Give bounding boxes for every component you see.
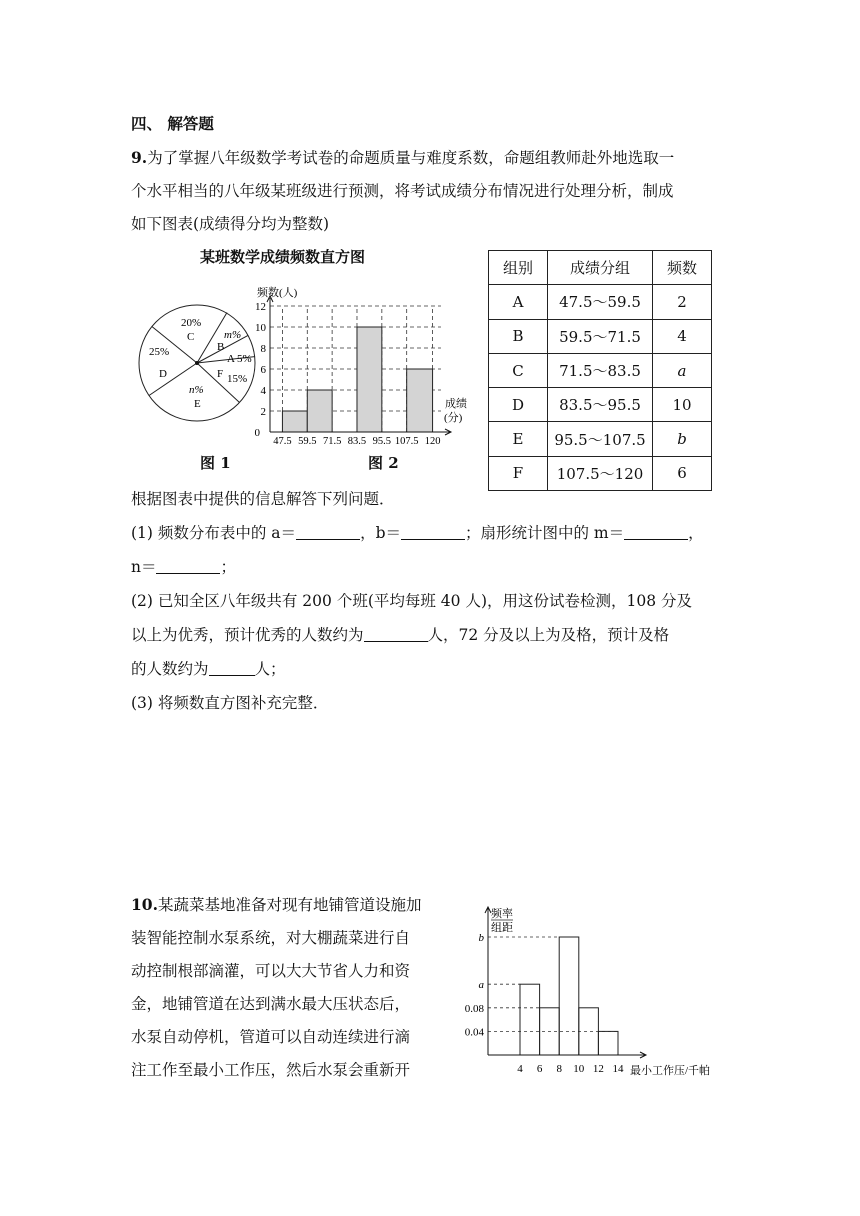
q9-line-1 [131, 146, 674, 168]
table-cell: 10 [653, 388, 712, 422]
hist2-ytick-label: 0.04 [464, 1026, 484, 1039]
hist2-ylabel-bottom: 组距 [491, 922, 513, 934]
hist2-xtick-label: 4 [517, 1063, 523, 1075]
hist1-ytick-label: 6 [260, 364, 266, 376]
part2-text-c: 人，72 分及以上为及格，预计及格 [427, 626, 670, 644]
table-cell: 95.5～107.5 [548, 422, 653, 456]
table-cell: 2 [653, 285, 712, 319]
table-row [489, 388, 712, 422]
hist1-xlabel-2: (分) [444, 412, 463, 424]
hist2-xtick-label: 10 [573, 1063, 585, 1075]
table-cell: 59.5～71.5 [548, 319, 653, 353]
pie-a-pct: 5% [237, 353, 252, 365]
part2-text-d: 的人数约为 [131, 660, 209, 678]
frequency-table [488, 250, 712, 491]
pie-chart [137, 300, 257, 430]
hist2-xlabel: 最小工作压/千帕 [630, 1065, 711, 1077]
q10-line-3: 动控制根部滴灌，可以大大节省人力和资 [131, 962, 411, 980]
table-cell: b [653, 422, 712, 456]
answer-blank-pass[interactable] [209, 674, 255, 676]
q10-line-5: 水泵自动停机，管道可以自动连续进行滴 [131, 1028, 411, 1046]
pie-f-pct: 15% [227, 373, 248, 385]
table-cell: F [489, 456, 548, 490]
hist2-ytick-label: 0.08 [464, 1002, 484, 1015]
table-cell: 71.5～83.5 [548, 353, 653, 387]
pie-c-pct: 20% [181, 317, 202, 329]
q9-part2-line3 [131, 657, 286, 679]
hist1-bar [407, 369, 433, 432]
part2-text-b: 以上为优秀，预计优秀的人数约为 [131, 626, 364, 644]
hist2-ylabel-top: 频率 [491, 908, 513, 920]
q9-part2-line2 [131, 623, 669, 645]
hist1-xtick-label: 120 [424, 436, 441, 447]
table-header: 成绩分组 [548, 251, 653, 285]
pie-b-label: B [217, 341, 225, 353]
table-cell: 4 [653, 319, 712, 353]
q10-line-6: 注工作至最小工作压，然后水泵会重新开 [131, 1061, 411, 1079]
part1-text-d: ， [688, 524, 704, 542]
pie-a-label: A [227, 353, 235, 365]
hist1-xtick-label: 95.5 [372, 436, 392, 447]
hist2-xtick-label: 12 [592, 1063, 604, 1075]
pie-e-pct: n% [189, 384, 204, 396]
hist1-ytick-label: 8 [260, 343, 266, 355]
part1-text-f: ； [220, 558, 236, 576]
hist1-xtick-label: 107.5 [394, 436, 419, 447]
part2-text-e: 人； [254, 660, 286, 678]
answer-blank-excellent[interactable] [364, 640, 428, 642]
table-cell: D [489, 388, 548, 422]
pie-f-label: F [217, 368, 224, 380]
answer-blank-n[interactable] [156, 572, 220, 574]
q9-intro: 根据图表中提供的信息解答下列问题． [131, 490, 395, 508]
hist2-ytick-label: b [478, 932, 484, 944]
section-title: 四、 解答题 [131, 114, 214, 133]
table-cell: 83.5～95.5 [548, 388, 653, 422]
chart-title: 某班数学成绩频数直方图 [200, 248, 366, 266]
q9-part1-line1 [131, 521, 704, 543]
table-row [489, 353, 712, 387]
answer-blank-m[interactable] [624, 538, 688, 540]
part1-text-e: n＝ [131, 558, 157, 576]
q9-part2-line1: (2) 已知全区八年级共有 200 个班(平均每班 40 人)，用这份试卷检测，108 分及 [131, 592, 693, 610]
pie-e-label: E [194, 398, 201, 410]
pie-d-label: D [159, 368, 167, 380]
hist2-bar [559, 937, 579, 1055]
q9-line-2: 个水平相当的八年级某班级进行预测，将考试成绩分布情况进行处理分析，制成 [131, 182, 674, 200]
table-row [489, 422, 712, 456]
table-row [489, 456, 712, 490]
q10-line-4: 金，地铺管道在达到满水最大压状态后， [131, 995, 411, 1013]
hist1-ytick-label: 10 [255, 322, 266, 334]
table-cell: E [489, 422, 548, 456]
hist1-ytick-label: 0 [254, 427, 260, 439]
pie-d-pct: 25% [149, 346, 170, 358]
table-cell: A [489, 285, 548, 319]
hist1-bar [282, 411, 307, 432]
histogram-2 [458, 895, 738, 1080]
q9-number: 9. [131, 148, 148, 167]
hist2-bar [579, 1008, 599, 1055]
pie-c-label: C [187, 331, 195, 343]
histogram-1 [245, 280, 475, 445]
part1-text-a: (1) 频数分布表中的 a＝ [131, 524, 297, 542]
table-cell: 107.5～120 [548, 456, 653, 490]
table-row [489, 319, 712, 353]
hist2-xtick-label: 14 [612, 1063, 624, 1075]
hist1-ytick-label: 4 [260, 385, 266, 397]
answer-blank-a[interactable] [296, 538, 360, 540]
hist1-ytick-label: 2 [260, 406, 266, 418]
q10-text-1: 某蔬菜基地准备对现有地铺管道设施加 [157, 896, 422, 914]
hist1-xtick-label: 47.5 [273, 436, 292, 447]
hist2-xtick-label: 8 [556, 1063, 562, 1075]
hist2-bar [520, 984, 540, 1055]
table-cell: B [489, 319, 548, 353]
q10-number: 10. [131, 895, 158, 914]
pie-b-pct: m% [224, 329, 242, 341]
hist1-bar [357, 327, 382, 432]
hist2-ytick-label: a [478, 979, 484, 992]
q10-line-1 [131, 893, 421, 915]
q9-part3: (3) 将频数直方图补充完整． [131, 694, 329, 712]
hist2-xtick-label: 6 [536, 1063, 543, 1075]
hist1-xlabel-1: 成绩 [445, 398, 467, 410]
hist2-bar [598, 1031, 618, 1055]
fig2-caption: 图 2 [368, 454, 399, 472]
q9-text-1: 为了掌握八年级数学考试卷的命题质量与难度系数，命题组教师赴外地选取一 [147, 149, 675, 167]
hist1-ytick-label: 12 [255, 301, 266, 313]
table-cell: 6 [653, 456, 712, 490]
hist1-bar [307, 390, 332, 432]
q10-line-2: 装智能控制水泵系统，对大棚蔬菜进行自 [131, 929, 411, 947]
table-header: 频数 [653, 251, 712, 285]
table-header-row [489, 251, 712, 285]
table-cell: 47.5～59.5 [548, 285, 653, 319]
hist1-xtick-label: 83.5 [347, 436, 367, 447]
hist1-xtick-label: 59.5 [298, 436, 317, 447]
table-row [489, 285, 712, 319]
answer-blank-b[interactable] [401, 538, 465, 540]
table-cell: a [653, 353, 712, 387]
q9-part1-line2 [131, 555, 236, 577]
part1-text-b: ，b＝ [360, 524, 401, 542]
part1-text-c: ；扇形统计图中的 m＝ [465, 524, 625, 542]
fig1-caption: 图 1 [200, 454, 231, 472]
table-header: 组别 [489, 251, 548, 285]
hist1-ylabel: 频数(人) [257, 287, 298, 299]
table-cell: C [489, 353, 548, 387]
hist1-xtick-label: 71.5 [322, 436, 342, 447]
q9-line-3: 如下图表(成绩得分均为整数) [131, 215, 330, 233]
